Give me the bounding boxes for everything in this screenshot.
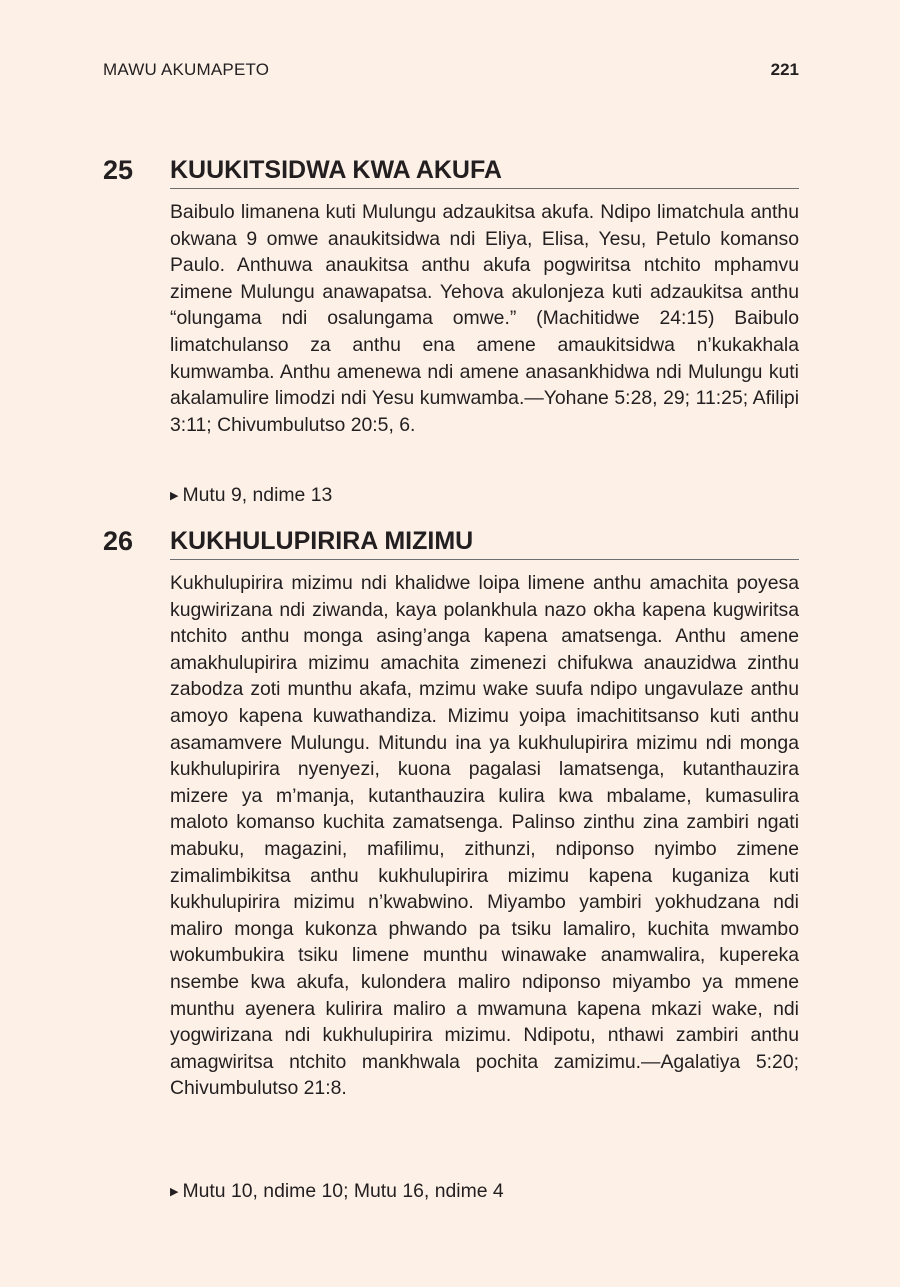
- cross-reference-text: Mutu 9, ndime 13: [182, 484, 333, 506]
- entry-heading: KUUKITSIDWA KWA AKUFA: [170, 156, 502, 184]
- cross-reference-text: Mutu 10, ndime 10; Mutu 16, ndime 4: [182, 1180, 504, 1202]
- entry-number: 26: [103, 526, 134, 556]
- entry-body: Baibulo limanena kuti Mulungu adzaukitsa akufa. Ndipo limatchula anthu okwana 9 omwe anaukitsidwa ndi Eliya, Elisa, Yesu, Petulo komanso Paulo. Anthuwa anaukitsa anthu akufa pogwiritsa ntchito mphamvu zimene Mulungu anawapatsa. Yehova akulonjeza kuti adzaukitsa anthu “olungama ndi osalungama omwe.” (Machitidwe 24:15) Baibulo limatchulanso za anthu ena amene amaukitsidwa n’kukakhala kumwamba. Anthu amenewa ndi amene anasankhidwa ndi Mulungu kuti akalamulire limodzi ndi Yesu kumwamba.—Yohane 5:28, 29; 11:25; Afilipi 3:11; Chivumbulutso 20:5, 6.: [170, 201, 799, 436]
- heading-rule: [170, 559, 799, 560]
- entry-number: 25: [103, 155, 134, 185]
- arrow-right-icon: ▶: [170, 490, 179, 502]
- entry-heading: KUKHULUPIRIRA MIZIMU: [170, 527, 474, 555]
- running-header: [103, 60, 799, 84]
- page-number: 221: [770, 60, 799, 79]
- running-title: MAWU AKUMAPETO: [103, 60, 270, 79]
- heading-rule: [170, 188, 799, 189]
- cross-reference[interactable]: [170, 1178, 799, 1205]
- arrow-right-icon: ▶: [170, 1186, 179, 1198]
- entry-body: Kukhulupirira mizimu ndi khalidwe loipa limene anthu amachita poyesa kugwirizana ndi ziwanda, kaya polankhula nazo okha kapena kugwiritsa ntchito anthu monga asing’anga kapena amatsenga. Anthu amene amakhulupirira mizimu amachita zimenezi chifukwa anauzidwa zinthu zabodza zoti munthu akafa, mzimu wake suufa ndipo ungavulaze anthu amoyo kapena kuwathandiza. Mizimu yoipa imachititsanso kuti anthu asamamvere Mulungu. Mitundu ina ya kukhulupirira mizimu ndi monga kukhulupirira nyenyezi, kuona pagalasi lamatsenga, kutanthauzira mizere ya m’manja, kutanthauzira kulira kwa mbalame, kumasulira maloto komanso kuchita zamatsenga. Palinso zinthu zina zambiri ngati mabuku, magazini, mafilimu, zithunzi, ndiponso nyimbo zimene zimalimbikitsa anthu kukhulupirira mizimu kapena kuganiza kuti kukhulupirira mizimu n’kwabwino. Miyambo yambiri yokhudzana ndi maliro monga kukonza phwando pa tsiku lamaliro, kuchita mwambo wokumbukira tsiku limene munthu winawake anamwalira, kupereka nsembe kwa akufa, kulondera maliro ndiponso miyambo ya mmene munthu ayenera kulirira maliro a mwamuna kapena mkazi wake, ndi yogwirizana ndi kukhulupirira mizimu. Ndipotu, nthawi zambiri anthu amagwiritsa ntchito mankhwala pochita zamizimu.—Agalatiya 5:20; Chivumbulutso 21:8.: [170, 572, 799, 1100]
- cross-reference[interactable]: [170, 482, 799, 509]
